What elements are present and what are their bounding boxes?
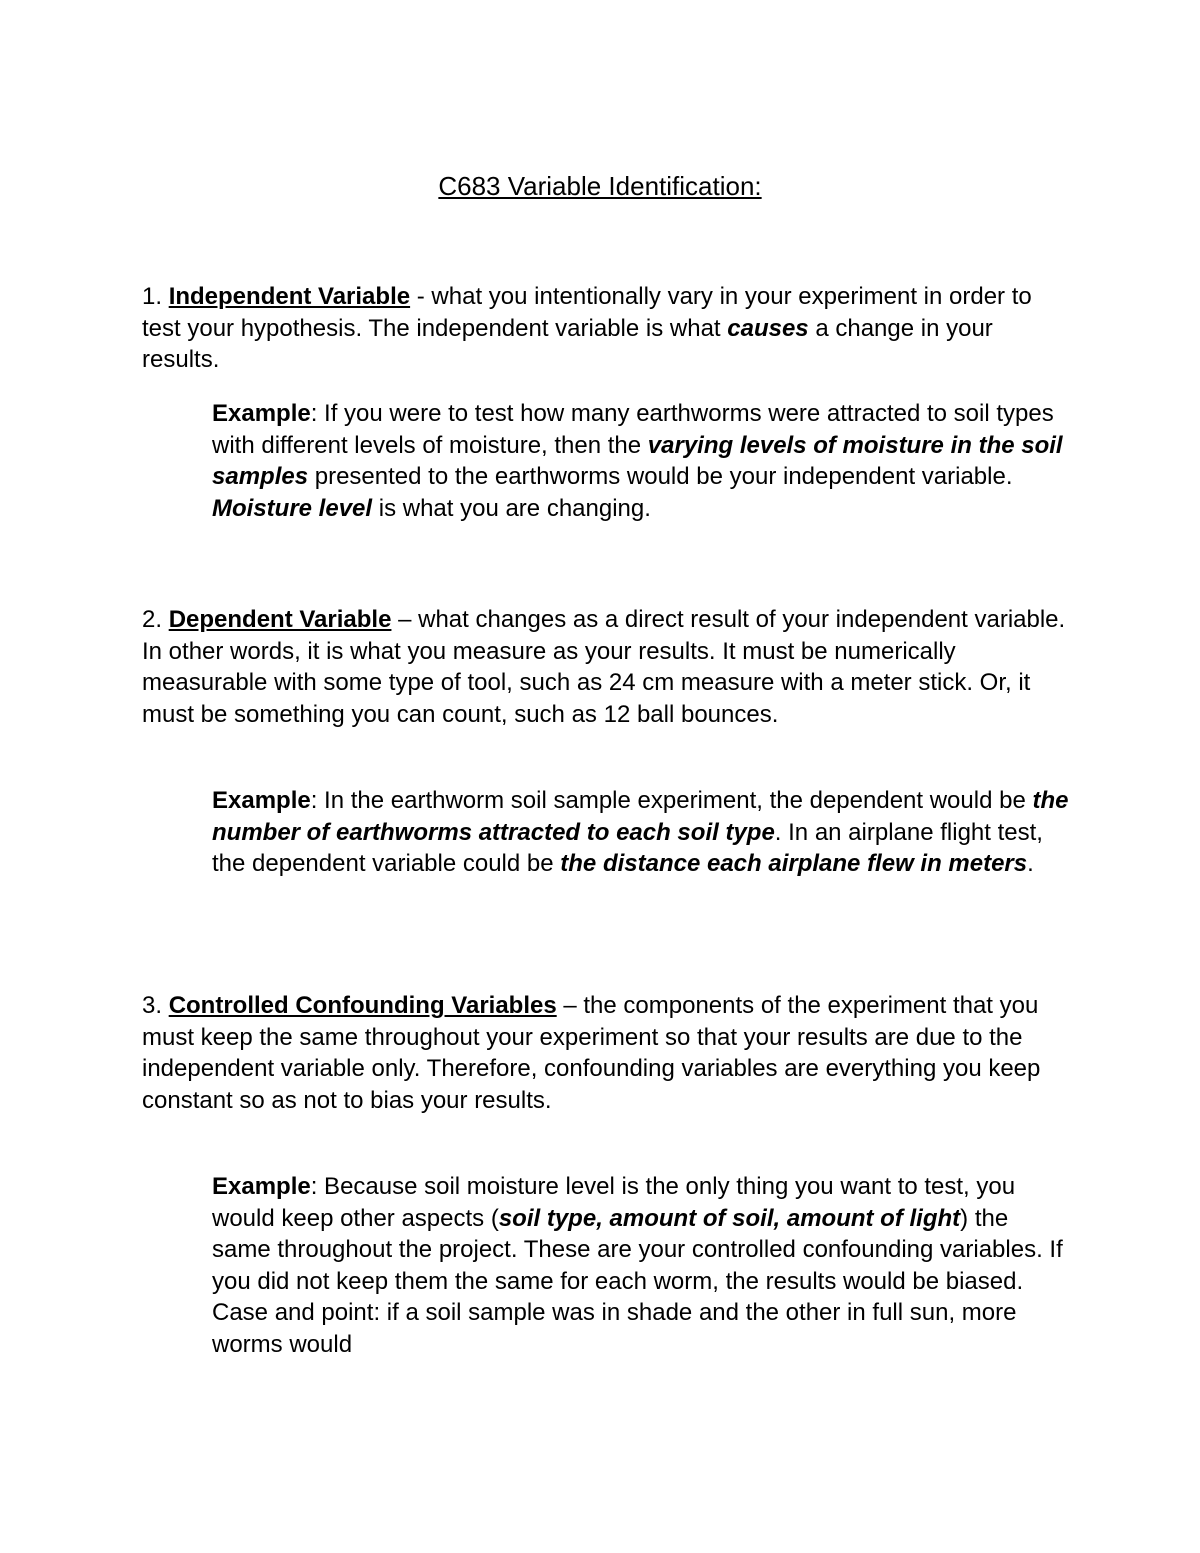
section-2-text-1: what changes as a direct result of your independent variable. In other words, it is what you measure as your results. It must be numerically measurable with some type of tool, such as 24 cm measure with a meter stick. Or, it must be something you can count, such as 12 ball bounces. [142,606,1066,728]
page-title: C683 Variable Identification: [438,171,762,201]
section-2-example-emphasis-2: the distance each airplane flew in meters [560,850,1028,878]
section-3-example [212,1171,1072,1361]
section-3-example-label: Example [212,1173,311,1200]
section-2-example [212,785,1072,880]
section-2-number: 2. [142,606,169,633]
section-3-example-emphasis-1: soil type, amount of soil, amount of light [498,1204,961,1232]
section-3-example-text-2: ) the same throughout the project. These are your controlled confounding variables. If you did not keep them the same for each worm, the results would be biased. Case and point: if a soil sample was in shade and the other in full sun, more worms would [212,1204,1063,1358]
section-3-example-text-1: : Because soil moisture level is the only thing you want to test, you would keep other aspects ( [212,1173,1016,1232]
section-1-emphasis-1: causes [727,314,809,342]
section-1-example-label: Example [212,400,311,427]
section-1-text-2: a change in your results. [142,314,993,374]
section-3-definition [142,990,1072,1116]
section-1-definition [142,281,1072,376]
section-1-number: 1. [142,283,169,310]
section-1-example-text-3: is what you are changing. [372,494,651,522]
section-3-term: Controlled Confounding Variables [168,992,557,1019]
section-2-example-text-3: . [1027,850,1034,878]
section-1-term: Independent Variable [168,283,411,310]
section-1-example-emphasis-1: varying levels of moisture in the soil samples [212,431,1063,491]
section-1-example-emphasis-2: Moisture level [212,494,373,522]
section-2-separator: – [391,606,419,633]
section-3-text-1: the components of the experiment that you must keep the same throughout your experiment so that your results are due to the independent variable only. Therefore, confounding variables are everything you keep constant so as not to bias your results. [142,992,1041,1114]
section-2-example-text-1: : In the earthworm soil sample experiment, the dependent would be [310,787,1033,814]
section-2-example-text-2: . In an airplane flight test, the dependent variable could be [212,818,1043,878]
section-3-number: 3. [142,992,169,1019]
section-3-separator: – [556,992,584,1019]
section-1-example-text-2: presented to the earthworms would be your independent variable. [308,463,1013,491]
section-2-example-emphasis-1: the number of earthworms attracted to each soil type [212,787,1069,846]
section-1-text-1: what you intentionally vary in your experiment in order to test your hypothesis. The independent variable is what [142,283,1032,342]
section-1-separator: - [410,283,432,310]
section-1-example [212,398,1072,524]
section-2-example-label: Example [212,787,311,814]
section-2-term: Dependent Variable [168,606,392,633]
section-1-example-text-1: : If you were to test how many earthworms were attracted to soil types with different levels of moisture, then the [212,400,1054,459]
section-2-definition [142,604,1072,730]
